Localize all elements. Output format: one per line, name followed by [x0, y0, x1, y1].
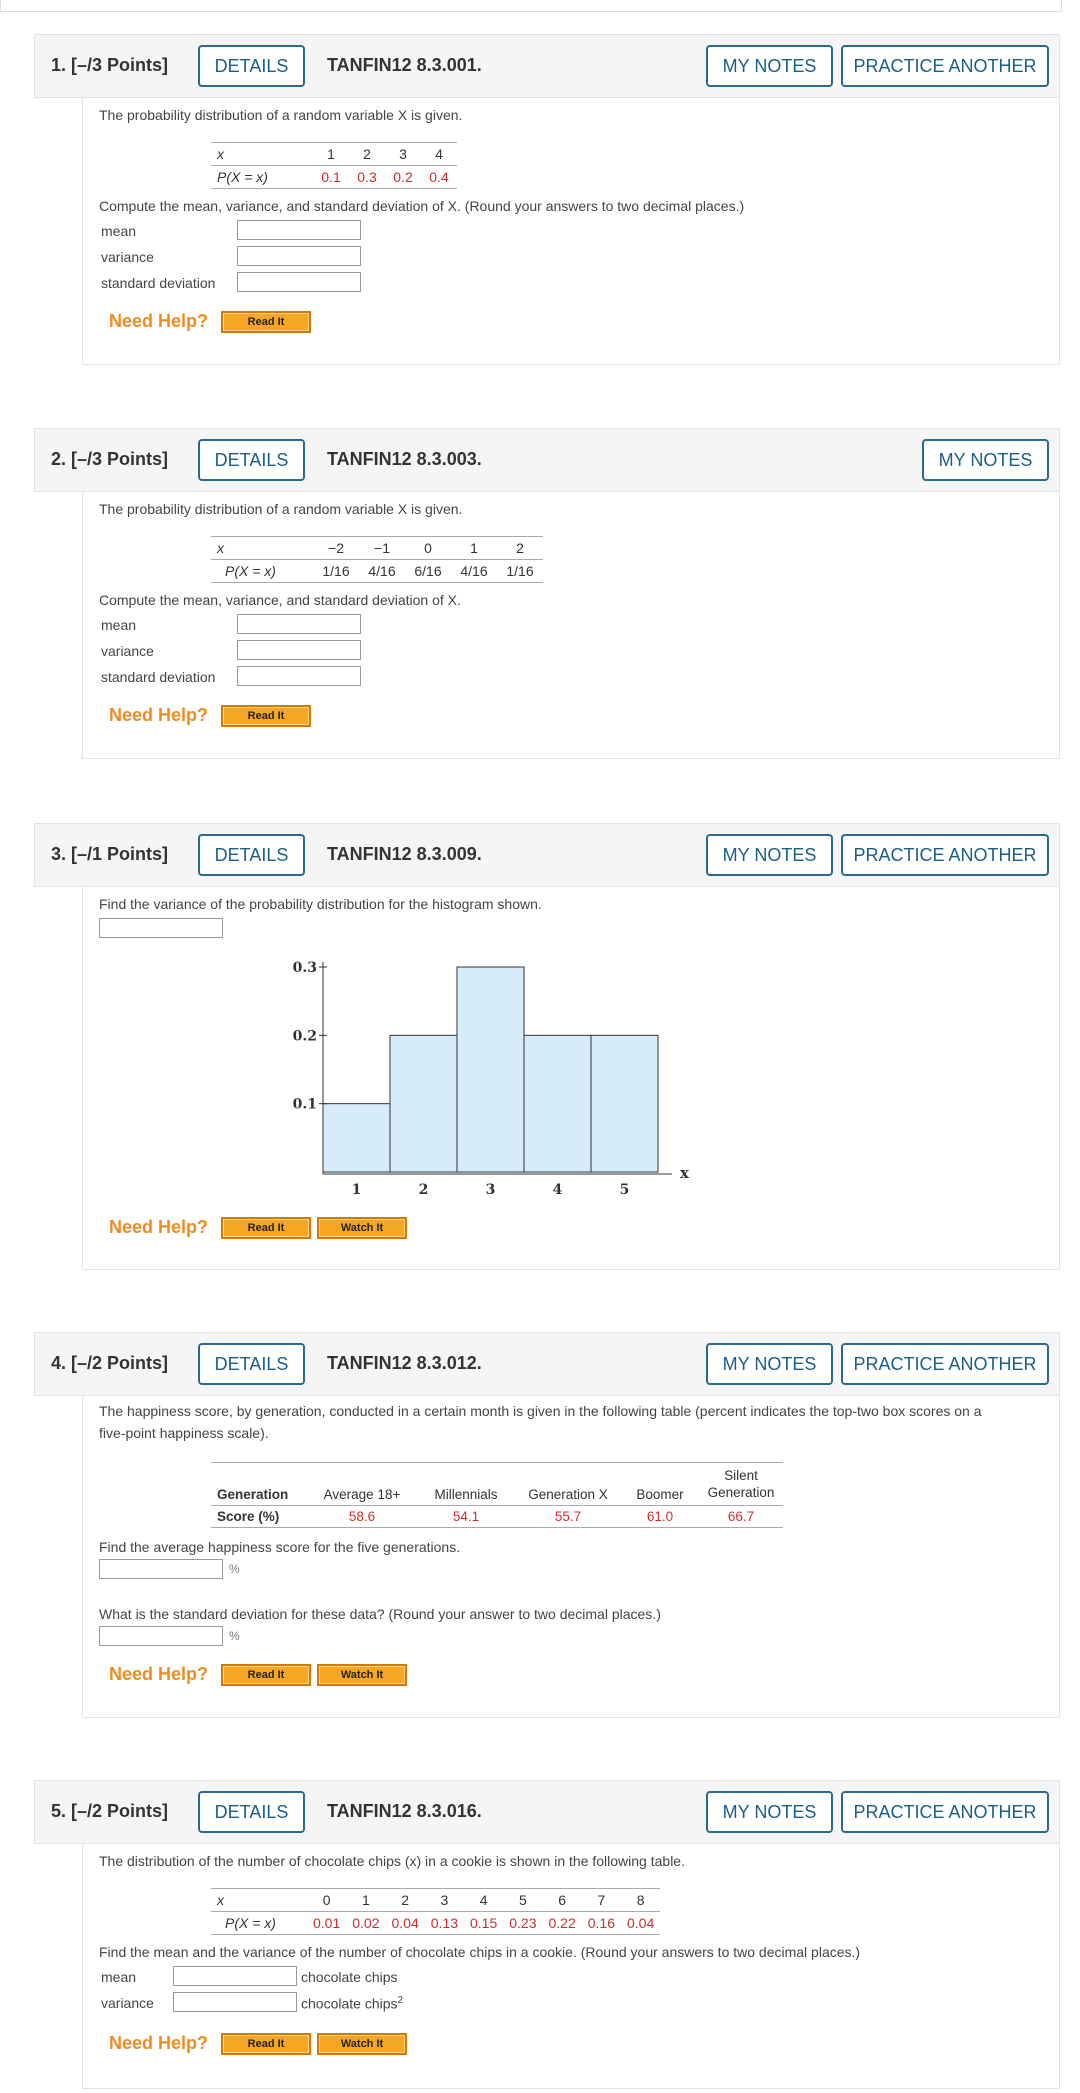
need-help-label: Need Help? [109, 311, 209, 331]
practice-another-button[interactable]: PRACTICE ANOTHER [841, 1791, 1049, 1833]
variance-label: variance [101, 643, 154, 659]
y-tick-label: 0.3 [292, 960, 317, 976]
my-notes-button[interactable]: MY NOTES [706, 834, 833, 876]
x-value: 1 [313, 143, 349, 166]
histogram-bar [390, 1035, 457, 1172]
question-code: TANFIN12 8.3.003. [327, 449, 482, 469]
details-button[interactable]: DETAILS [198, 439, 305, 481]
x-value: 4 [464, 1889, 503, 1912]
x-value: 1 [346, 1889, 385, 1912]
question-code: TANFIN12 8.3.001. [327, 55, 482, 75]
histogram-bar [457, 967, 524, 1172]
question-intro: Find the variance of the probability distribution for the histogram shown. [99, 896, 542, 912]
variance-unit-text: chocolate chips [301, 1995, 398, 2012]
question-intro-line-1: The happiness score, by generation, conducted in a certain month is given in the following table (percent indicates the top-two box scores on a [99, 1403, 982, 1419]
x-tick-label: 2 [418, 1182, 429, 1198]
details-button[interactable]: DETAILS [198, 1791, 305, 1833]
read-it-button[interactable]: Read It [221, 311, 311, 333]
p-value: 0.04 [621, 1912, 660, 1935]
question-intro: The distribution of the number of chocolate chips (x) in a cookie is shown in the following table. [99, 1853, 685, 1869]
x-value: 6 [543, 1889, 582, 1912]
x-value: 7 [582, 1889, 621, 1912]
mean-input[interactable] [173, 1966, 297, 1986]
details-button[interactable]: DETAILS [198, 45, 305, 87]
question-4-header [34, 1332, 1060, 1396]
practice-another-button[interactable]: PRACTICE ANOTHER [841, 1343, 1049, 1385]
x-value: 0 [405, 537, 451, 560]
read-it-button[interactable]: Read It [221, 1664, 311, 1686]
question-intro: The probability distribution of a random variable X is given. [99, 107, 463, 123]
need-help-label: Need Help? [109, 2033, 209, 2053]
watch-it-button[interactable]: Watch It [317, 2033, 407, 2055]
question-code: TANFIN12 8.3.016. [327, 1801, 482, 1821]
std-input[interactable] [237, 666, 361, 686]
histogram-chart [193, 947, 689, 1198]
x-value: 3 [425, 1889, 464, 1912]
question-1-header [34, 34, 1060, 98]
p-value: 0.02 [346, 1912, 385, 1935]
p-value: 1/16 [497, 560, 543, 583]
p-value: 0.22 [543, 1912, 582, 1935]
question-5-header [34, 1780, 1060, 1844]
generation-name: Generation X [515, 1463, 621, 1506]
distribution-table [211, 1888, 660, 1935]
std-label: standard deviation [101, 669, 216, 685]
watch-it-button[interactable]: Watch It [317, 1217, 407, 1239]
p-value: 0.01 [307, 1912, 346, 1935]
variance-unit-exponent: 2 [397, 1995, 404, 2006]
std-label: standard deviation [101, 275, 216, 291]
question-prompt: Find the mean and the variance of the number of chocolate chips in a cookie. (Round your answers to two decimal places.) [99, 1944, 861, 1960]
histogram-bar [591, 1035, 658, 1172]
score-value: 61.0 [621, 1506, 699, 1528]
question-1-body [82, 98, 1060, 365]
x-axis-label: x [680, 1164, 689, 1182]
percent-unit: % [229, 1562, 240, 1576]
distribution-table [211, 536, 543, 583]
generation-name: Average 18+ [307, 1463, 417, 1506]
question-number: 5. [–/2 Points] [51, 1801, 169, 1821]
x-value: 2 [386, 1889, 425, 1912]
watch-it-button[interactable]: Watch It [317, 1664, 407, 1686]
p-value: 0.3 [349, 166, 385, 189]
mean-label: mean [101, 223, 137, 239]
question-number: 4. [–/2 Points] [51, 1353, 169, 1373]
variance-label: variance [101, 249, 154, 265]
silent-line-2: Generation [707, 1485, 775, 1500]
variance-input[interactable] [99, 918, 223, 938]
question-number: 2. [–/3 Points] [51, 449, 169, 469]
percent-unit: % [229, 1629, 240, 1643]
my-notes-button[interactable]: MY NOTES [706, 1343, 833, 1385]
x-value: −2 [313, 537, 359, 560]
p-value: 0.13 [425, 1912, 464, 1935]
histogram-bar [524, 1035, 591, 1172]
generation-header: Generation [211, 1463, 307, 1506]
distribution-table [211, 142, 457, 189]
score-label: Score (%) [211, 1506, 307, 1528]
p-label: P(X = x) [211, 1912, 307, 1935]
read-it-button[interactable]: Read It [221, 2033, 311, 2055]
generation-name-silent [699, 1463, 783, 1506]
previous-panel-edge [0, 0, 1062, 12]
practice-another-button[interactable]: PRACTICE ANOTHER [841, 834, 1049, 876]
x-tick-label: 3 [485, 1182, 496, 1198]
x-tick-label: 1 [351, 1182, 362, 1198]
prompt-average: Find the average happiness score for the five generations. [99, 1539, 461, 1555]
practice-another-button[interactable]: PRACTICE ANOTHER [841, 45, 1049, 87]
x-value: 2 [349, 143, 385, 166]
prompt-std: What is the standard deviation for these data? (Round your answer to two decimal places.) [99, 1606, 661, 1622]
mean-unit: chocolate chips [301, 1969, 398, 1985]
question-code: TANFIN12 8.3.009. [327, 844, 482, 864]
x-value: 1 [451, 537, 497, 560]
question-number: 3. [–/1 Points] [51, 844, 169, 864]
variance-input[interactable] [173, 1992, 297, 2012]
std-input[interactable] [99, 1626, 223, 1646]
question-code: TANFIN12 8.3.012. [327, 1353, 482, 1373]
x-label: x [211, 1889, 255, 1912]
x-value: 4 [421, 143, 457, 166]
p-value: 0.15 [464, 1912, 503, 1935]
question-5-body [82, 1844, 1060, 2089]
x-value: 8 [621, 1889, 660, 1912]
score-value: 66.7 [699, 1506, 783, 1528]
p-value: 0.1 [313, 166, 349, 189]
question-prompt: Compute the mean, variance, and standard deviation of X. [99, 592, 461, 608]
score-value: 58.6 [307, 1506, 417, 1528]
p-value: 0.16 [582, 1912, 621, 1935]
p-value: 0.2 [385, 166, 421, 189]
happiness-table [211, 1462, 783, 1528]
my-notes-button[interactable]: MY NOTES [922, 439, 1049, 481]
p-value: 0.23 [503, 1912, 542, 1935]
silent-line-1: Silent [724, 1468, 758, 1483]
score-value: 54.1 [417, 1506, 515, 1528]
y-tick-label: 0.2 [292, 1028, 317, 1045]
generation-name: Millennials [417, 1463, 515, 1506]
generation-name: Boomer [621, 1463, 699, 1506]
read-it-button[interactable]: Read It [221, 1217, 311, 1239]
my-notes-button[interactable]: MY NOTES [706, 45, 833, 87]
x-value: 5 [503, 1889, 542, 1912]
question-3-body [82, 887, 1060, 1270]
my-notes-button[interactable]: MY NOTES [706, 1791, 833, 1833]
average-input[interactable] [99, 1559, 223, 1579]
x-value: 0 [307, 1889, 346, 1912]
p-label: P(X = x) [211, 166, 313, 189]
p-value: 1/16 [313, 560, 359, 583]
p-value: 0.4 [421, 166, 457, 189]
question-intro: The probability distribution of a random variable X is given. [99, 501, 463, 517]
x-label: x [211, 537, 255, 560]
question-2-header [34, 428, 1060, 492]
x-value: −1 [359, 537, 405, 560]
x-tick-label: 4 [552, 1182, 563, 1198]
question-prompt: Compute the mean, variance, and standard deviation of X. (Round your answers to two decimal places.) [99, 198, 745, 214]
score-value: 55.7 [515, 1506, 621, 1528]
question-2-body [82, 492, 1060, 759]
read-it-button[interactable]: Read It [221, 705, 311, 727]
x-label: x [211, 143, 247, 166]
y-tick-label: 0.1 [292, 1096, 317, 1113]
question-3-header [34, 823, 1060, 887]
question-intro-line-2: five-point happiness scale). [99, 1425, 269, 1441]
mean-input[interactable] [237, 614, 361, 634]
need-help-label: Need Help? [109, 1664, 209, 1684]
mean-label: mean [101, 1969, 137, 1985]
details-button[interactable]: DETAILS [198, 1343, 305, 1385]
question-4-body [82, 1396, 1060, 1718]
p-value: 4/16 [359, 560, 405, 583]
mean-input[interactable] [237, 220, 361, 240]
mean-label: mean [101, 617, 137, 633]
question-number: 1. [–/3 Points] [51, 55, 169, 75]
variance-unit [301, 1995, 403, 2012]
p-value: 4/16 [451, 560, 497, 583]
x-tick-label: 5 [619, 1182, 630, 1198]
details-button[interactable]: DETAILS [198, 834, 305, 876]
variance-label: variance [101, 1995, 154, 2011]
need-help-label: Need Help? [109, 705, 209, 725]
histogram-bar [323, 1104, 390, 1172]
x-value: 2 [497, 537, 543, 560]
std-input[interactable] [237, 272, 361, 292]
need-help-label: Need Help? [109, 1217, 209, 1237]
p-label: P(X = x) [211, 560, 313, 583]
p-value: 6/16 [405, 560, 451, 583]
x-value: 3 [385, 143, 421, 166]
variance-input[interactable] [237, 640, 361, 660]
p-value: 0.04 [386, 1912, 425, 1935]
variance-input[interactable] [237, 246, 361, 266]
